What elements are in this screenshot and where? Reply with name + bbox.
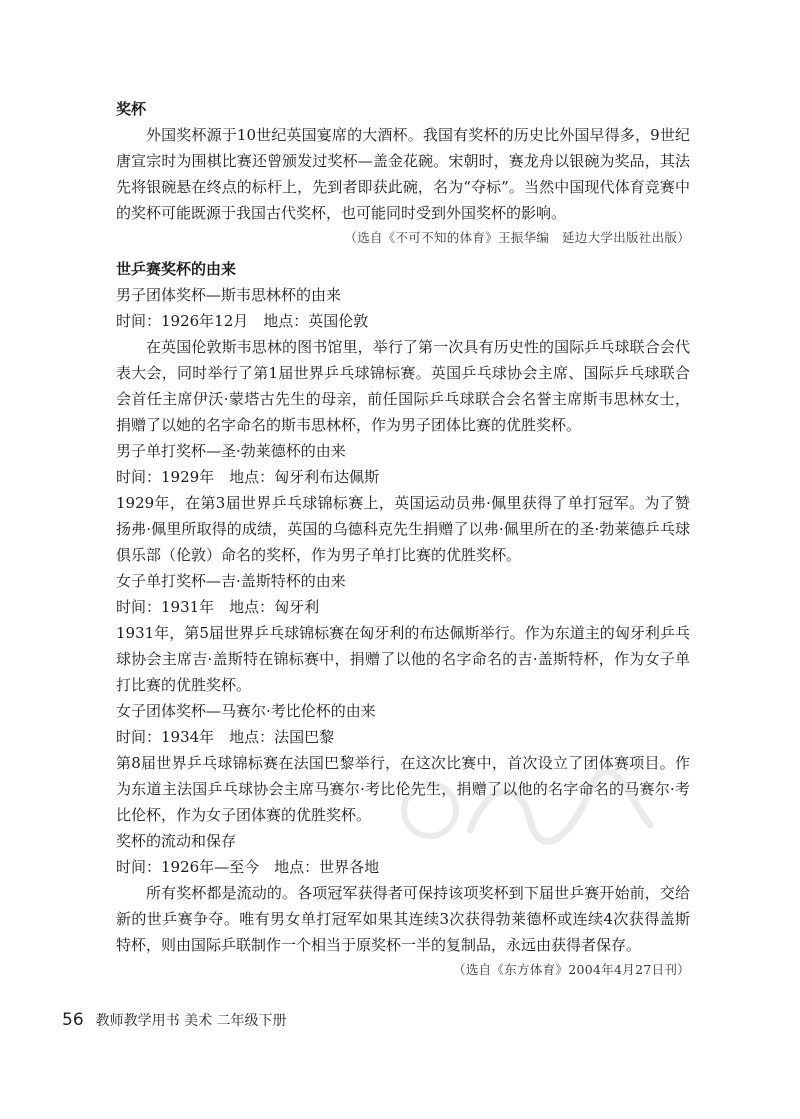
subtitle-corbillon-cup: 女子团体奖杯—马赛尔·考比伦杯的由来 bbox=[116, 702, 376, 720]
page-footer bbox=[62, 1010, 287, 1030]
body-st-bride: 1929年，在第3届世界乒乓球锦标赛上，英国运动员弗·佩里获得了单打冠军。为了赞扬弗·佩里所取得的成绩，英国的乌德科克先生捐赠了以弗·佩里所在的圣·勃莱德乒乓球俱乐部（伦敦）命名的奖杯，作为男子单打比赛的优胜奖杯。 bbox=[116, 494, 690, 564]
source-note-1: （选自《不可不知的体育》王振华编 延边大学出版社出版） bbox=[344, 230, 690, 245]
body-circulation: 所有奖杯都是流动的。各项冠军获得者可保持该项奖杯到下届世乒赛开始前，交给新的世乒赛争夺。唯有男女单打冠军如果其连续3次获得勃莱德杯或连续4次获得盖斯特杯，则由国际乒联制作一个相当于原奖杯一半的复制品，永远由获得者保存。 bbox=[116, 884, 690, 954]
subtitle-geist-prize: 女子单打奖杯—吉·盖斯特杯的由来 bbox=[116, 572, 346, 590]
body-swaythling: 在英国伦敦斯韦思林的图书馆里，举行了第一次具有历史性的国际乒乓球联合会代表大会，同时举行了第1届世界乒乓球锦标赛。英国乒乓球协会主席、国际乒乓球联合会首任主席伊沃·蒙塔古先生的母亲，前任国际乒乓球联合会名誉主席斯韦思林女士，捐赠了以她的名字命名的斯韦思林杯，作为男子团体比赛的优胜奖杯。 bbox=[116, 338, 690, 434]
page-number: 56 bbox=[62, 1010, 84, 1030]
source-note-2: （选自《东方体育》2004年4月27日刊） bbox=[453, 962, 690, 977]
time-place-geist: 时间：1931年 地点：匈牙利 bbox=[116, 598, 320, 616]
time-place-corbillon: 时间：1934年 地点：法国巴黎 bbox=[116, 728, 335, 746]
subtitle-trophy-circulation: 奖杯的流动和保存 bbox=[116, 832, 237, 850]
section-title-trophy: 奖杯 bbox=[116, 100, 147, 118]
subtitle-st-bride-vase: 男子单打奖杯—圣·勃莱德杯的由来 bbox=[116, 442, 346, 460]
body-geist: 1931年，第5届世界乒乓球锦标赛在匈牙利的布达佩斯举行。作为东道主的匈牙利乒乓球协会主席吉·盖斯特在锦标赛中，捐赠了以他的名字命名的吉·盖斯特杯，作为女子单打比赛的优胜奖杯。 bbox=[116, 624, 690, 694]
book-title: 教师教学用书 美术 二年级下册 bbox=[95, 1013, 287, 1029]
main-content bbox=[116, 96, 690, 982]
subtitle-swaythling-cup: 男子团体奖杯—斯韦思林杯的由来 bbox=[116, 286, 342, 304]
time-place-swaythling: 时间：1926年12月 地点：英国伦敦 bbox=[116, 312, 369, 330]
time-place-circulation: 时间：1926年—至今 地点：世界各地 bbox=[116, 858, 380, 876]
body-corbillon: 第8届世界乒乓球锦标赛在法国巴黎举行，在这次比赛中，首次设立了团体赛项目。作为东道主法国乒乓球协会主席马赛尔·考比伦先生，捐赠了以他的名字命名的马赛尔·考比伦杯，作为女子团体赛的优胜奖杯。 bbox=[116, 754, 690, 824]
time-place-st-bride: 时间：1929年 地点：匈牙利布达佩斯 bbox=[116, 468, 380, 486]
section-title-world-championship-trophies: 世乒赛奖杯的由来 bbox=[116, 260, 237, 278]
trophy-paragraph: 外国奖杯源于10世纪英国宴席的大酒杯。我国有奖杯的历史比外国早得多，9世纪唐宣宗时为围棋比赛还曾颁发过奖杯—盖金花碗。宋朝时，赛龙舟以银碗为奖品，其法先将银碗悬在终点的标杆上，先到者即获此碗，名为“夺标”。当然中国现代体育竞赛中的奖杯可能既源于我国古代奖杯，也可能同时受到外国奖杯的影响。 bbox=[116, 126, 690, 222]
